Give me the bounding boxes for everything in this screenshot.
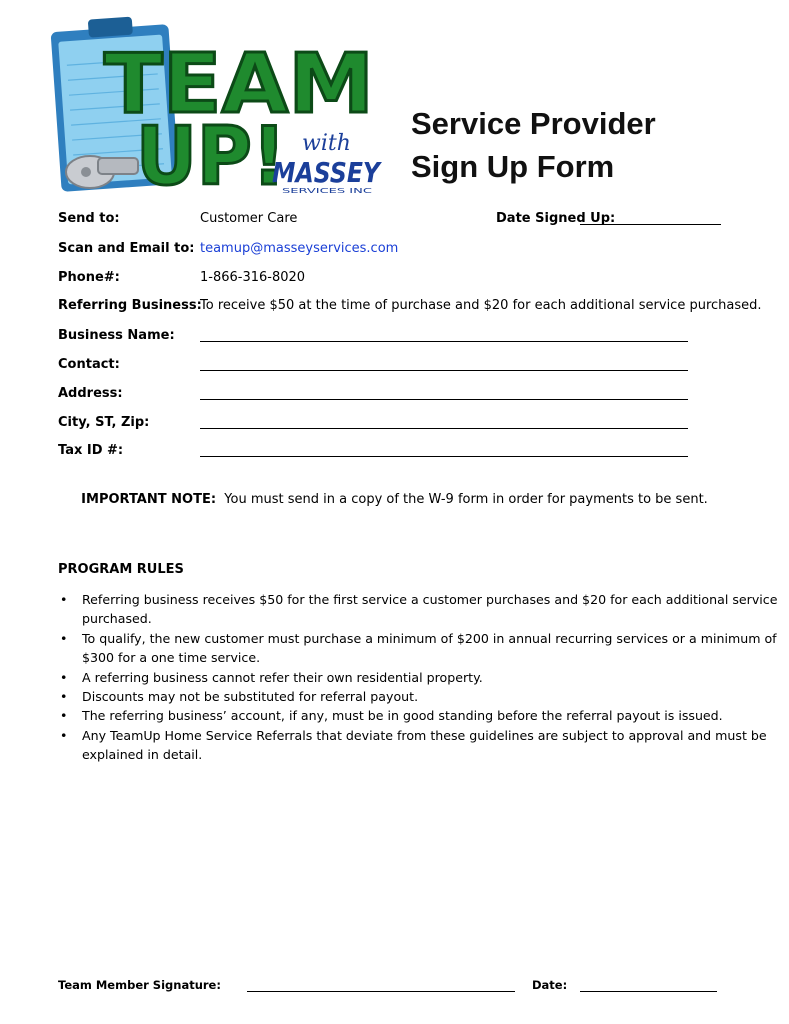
tax-id-field[interactable] — [200, 455, 688, 457]
city-row — [58, 415, 758, 433]
rule-item: • Any TeamUp Home Service Referrals that deviate from these guidelines are subject to approval and must be explained in detail. — [58, 726, 778, 765]
phone-value: 1-866-316-8020 — [200, 270, 306, 285]
logo-brand: MASSEY — [272, 156, 383, 189]
program-rules-heading: PROGRAM RULES — [58, 562, 184, 577]
business-name-label: Business Name: — [58, 328, 175, 343]
business-name-row — [58, 328, 758, 346]
email-link[interactable]: teamup@masseyservices.com — [200, 241, 399, 256]
title-line2: Sign Up Form — [411, 149, 615, 184]
important-note-label: IMPORTANT NOTE: — [81, 492, 217, 507]
date-signed-up-label: Date Signed Up: — [496, 211, 616, 226]
contact-row — [58, 357, 758, 375]
send-to-label: Send to: — [58, 211, 120, 226]
city-label: City, ST, Zip: — [58, 415, 150, 430]
city-field[interactable] — [200, 427, 688, 429]
rule-item: • Discounts may not be substituted for referral payout. — [58, 687, 778, 706]
logo-brand-sub: SERVICES INC — [282, 187, 373, 195]
address-label: Address: — [58, 386, 123, 401]
signature-field[interactable] — [247, 990, 515, 992]
tax-id-label: Tax ID #: — [58, 443, 124, 458]
rule-item: • The referring business’ account, if any, must be in good standing before the referral payout is issued. — [58, 706, 778, 725]
phone-label: Phone#: — [58, 270, 120, 285]
scan-email-label: Scan and Email to: — [58, 241, 195, 256]
phone-row — [58, 270, 758, 288]
address-field[interactable] — [200, 398, 688, 400]
referring-row — [58, 298, 768, 316]
rule-item: • Referring business receives $50 for the first service a customer purchases and $20 for each additional service purchased. — [58, 590, 778, 629]
title-line1: Service Provider — [411, 106, 656, 141]
signature-date-field[interactable] — [580, 990, 717, 992]
send-to-value: Customer Care — [200, 211, 298, 226]
logo-with: with — [302, 131, 351, 156]
contact-label: Contact: — [58, 357, 120, 372]
business-name-field[interactable] — [200, 340, 688, 342]
send-to-row — [58, 211, 758, 229]
page-title — [411, 102, 656, 188]
logo-line1: TEAM — [104, 37, 374, 132]
contact-field[interactable] — [200, 369, 688, 371]
signature-row — [58, 978, 758, 998]
important-note — [0, 492, 789, 508]
rule-item: • A referring business cannot refer their own residential property. — [58, 668, 778, 687]
referring-label: Referring Business: — [58, 298, 202, 313]
scan-email-row — [58, 241, 758, 259]
signature-label: Team Member Signature: — [58, 978, 221, 992]
address-row — [58, 386, 758, 404]
signature-date-label: Date: — [532, 978, 568, 992]
program-rules-list — [58, 590, 778, 765]
referring-value: To receive $50 at the time of purchase and $20 for each additional service purchased. — [200, 298, 762, 313]
date-signed-up-field[interactable] — [580, 223, 721, 225]
logo-line2: UP! — [136, 110, 286, 203]
important-note-text: You must send in a copy of the W-9 form in order for payments to be sent. — [224, 492, 708, 507]
team-up-massey-logo — [50, 12, 385, 203]
tax-id-row — [58, 443, 758, 461]
rule-item: • To qualify, the new customer must purchase a minimum of $200 in annual recurring services or a minimum of $300 for a one time service. — [58, 629, 778, 668]
